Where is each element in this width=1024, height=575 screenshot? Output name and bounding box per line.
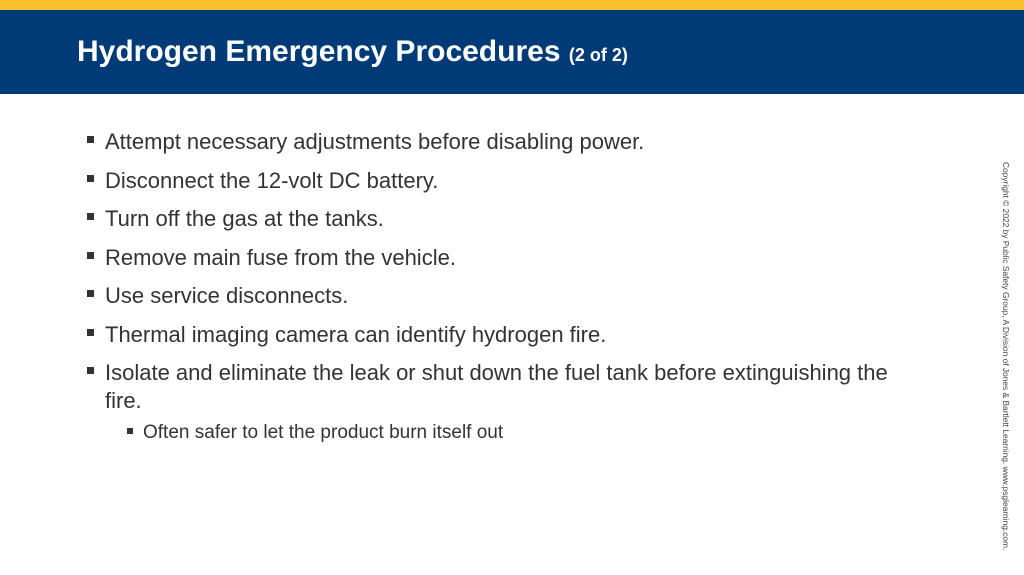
bullet-item: Thermal imaging camera can identify hydrogen fire. <box>87 321 907 349</box>
bullet-item-with-sub <box>87 359 907 445</box>
bullet-item: Turn off the gas at the tanks. <box>87 205 907 233</box>
copyright-notice: Copyright © 2022 by Public Safety Group, A Division of Jones & Bartlett Learning. www.psglearning.com. <box>1001 162 1011 551</box>
slide-title-suffix: (2 of 2) <box>568 45 628 65</box>
sub-bullet-list <box>105 421 907 445</box>
bullet-item: Remove main fuse from the vehicle. <box>87 244 907 272</box>
slide-title <box>77 33 628 74</box>
bullet-item: Use service disconnects. <box>87 282 907 310</box>
accent-stripe <box>0 0 1024 10</box>
slide-title-main: Hydrogen Emergency Procedures <box>77 35 561 68</box>
sub-bullet-item: Often safer to let the product burn itself out <box>127 421 907 445</box>
bullet-list <box>87 128 907 456</box>
bullet-item-text: Isolate and eliminate the leak or shut down the fuel tank before extinguishing the fire. <box>105 360 888 413</box>
bullet-item: Disconnect the 12-volt DC battery. <box>87 167 907 195</box>
bullet-item: Attempt necessary adjustments before disabling power. <box>87 128 907 156</box>
